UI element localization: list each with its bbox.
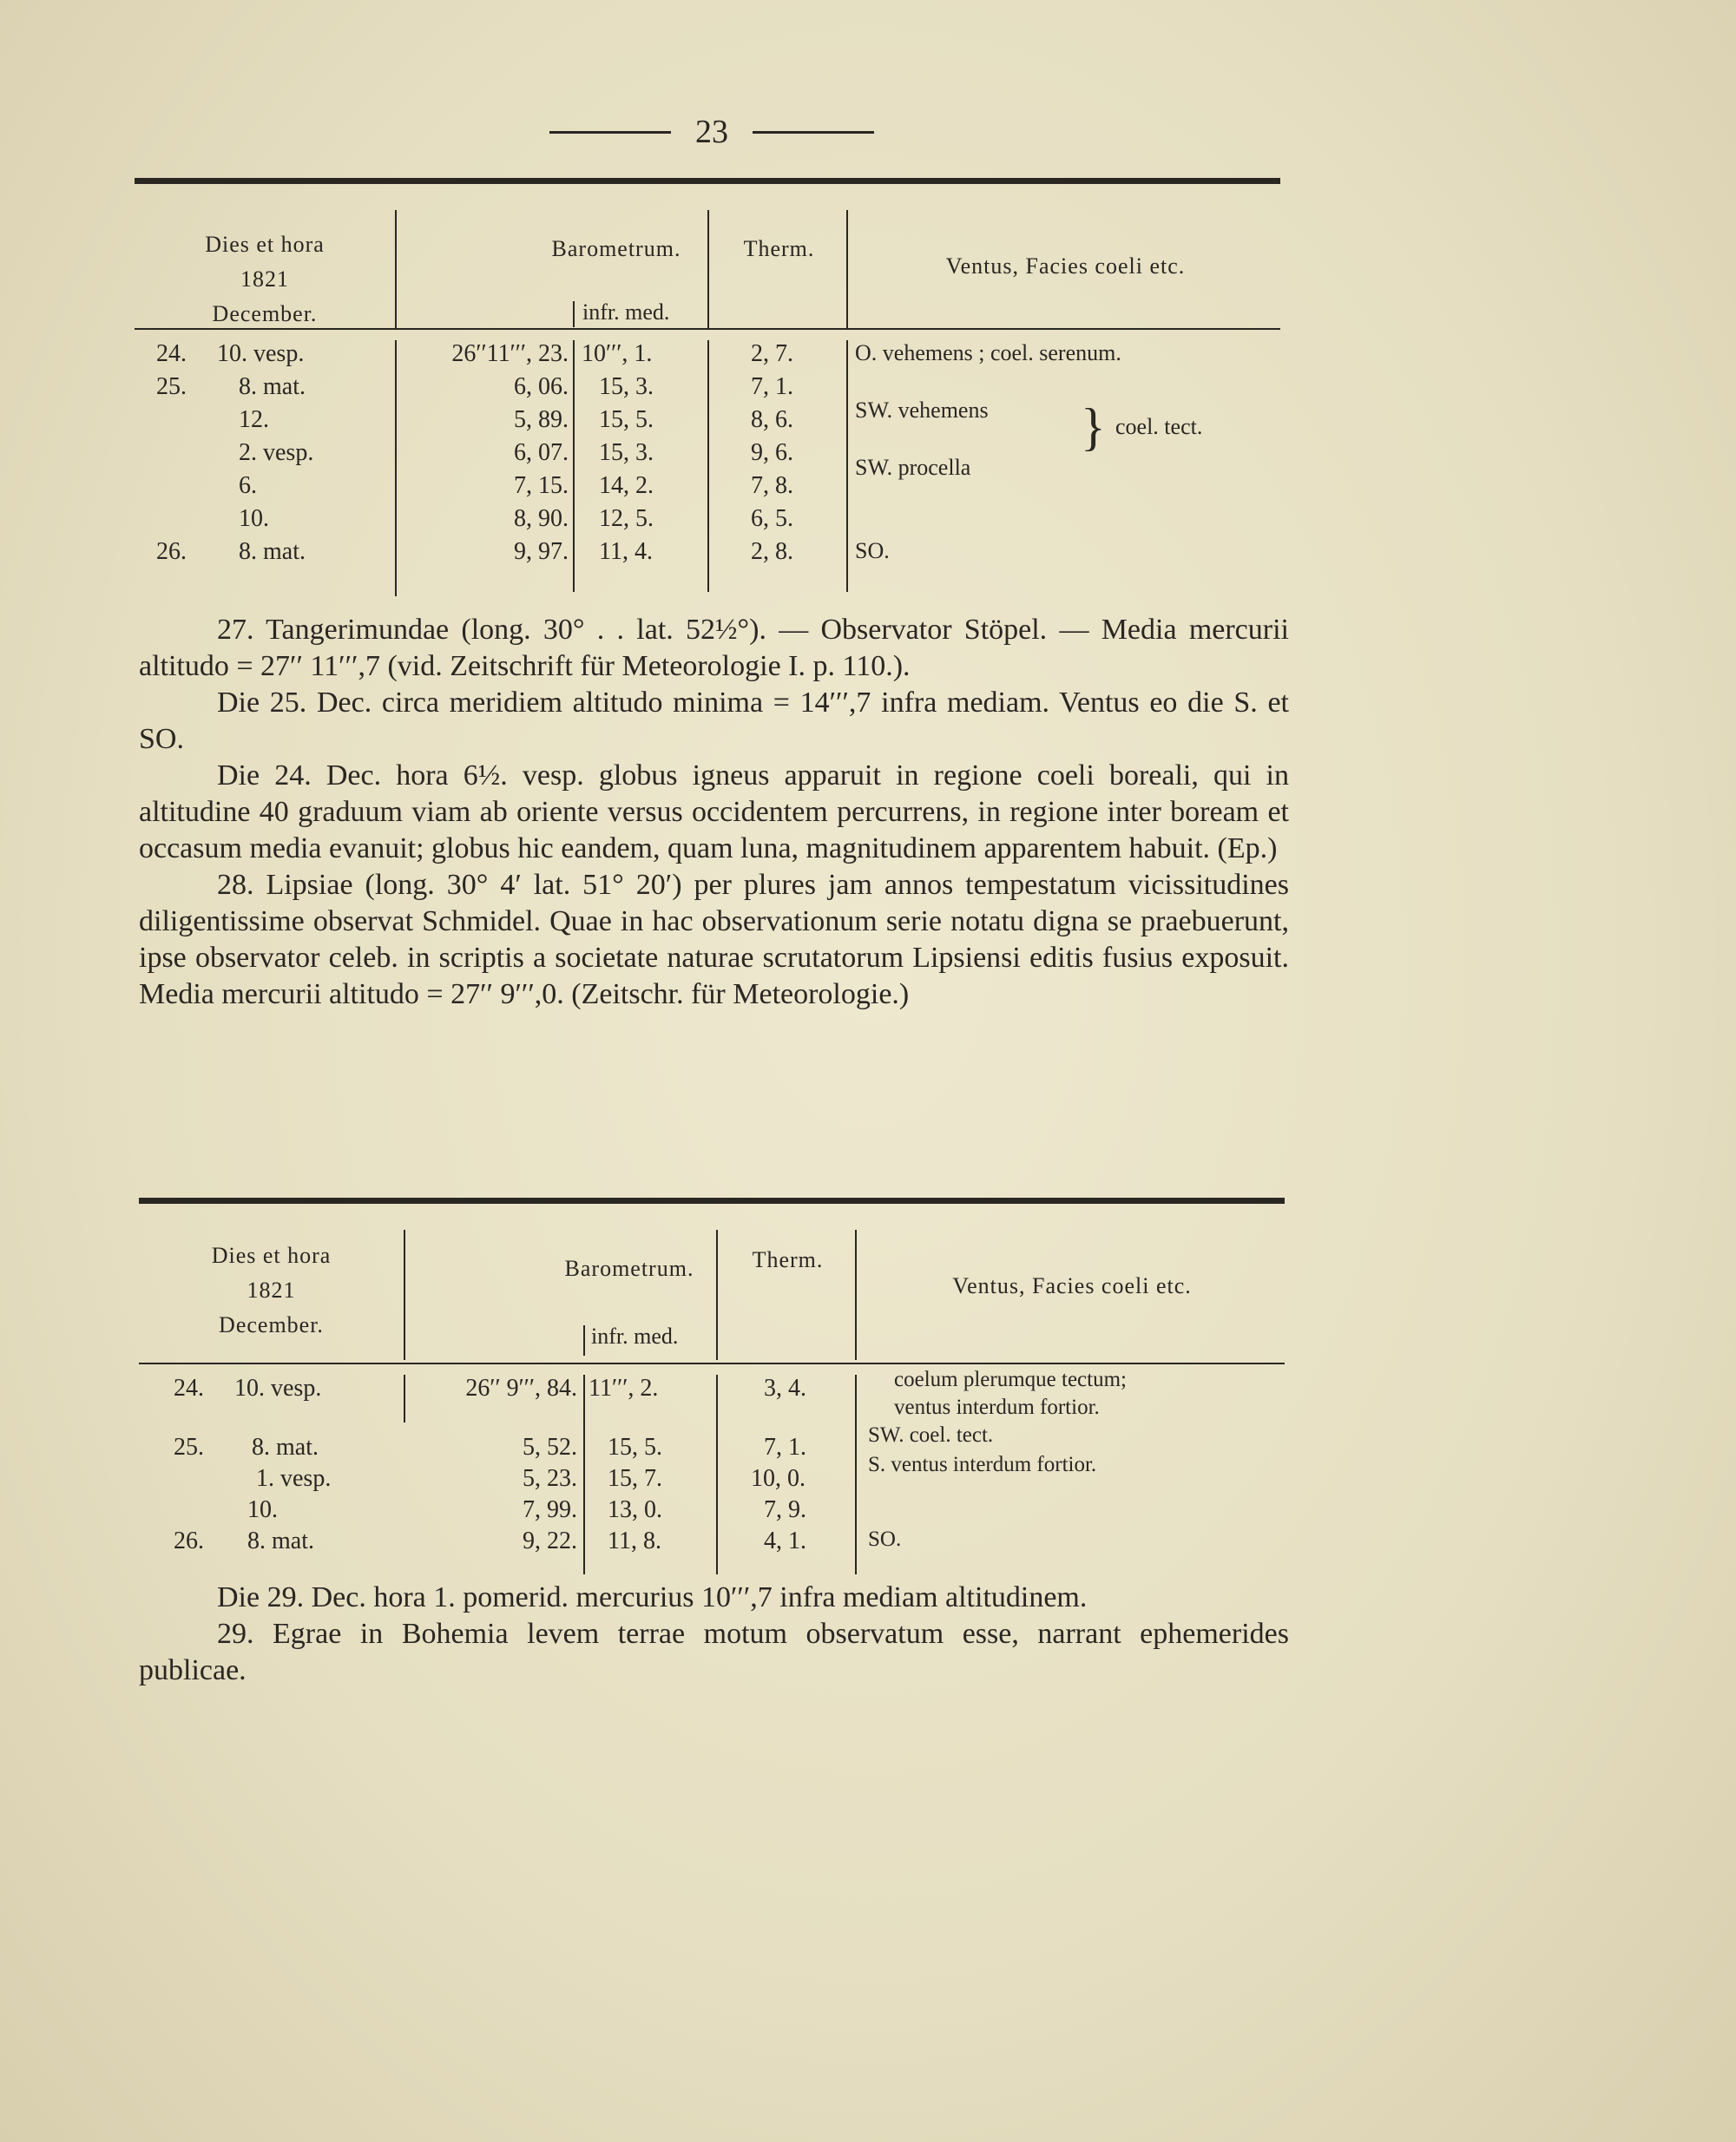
paragraph: Die 25. Dec. circa meridiem altitudo minima = 14′′′,7 infra mediam. Ventus eo die S. et SO. [139, 687, 1289, 755]
header-ventus [859, 1204, 1285, 1364]
row-day: 24. [174, 1375, 204, 1402]
table-body [139, 1368, 1285, 1583]
row-therm: 2, 7. [751, 340, 793, 367]
header-rule-left [549, 131, 671, 134]
brace-symbol: } [1081, 398, 1106, 456]
row-therm: 9, 6. [751, 439, 793, 466]
header-barometrum-label: Barometrum. [551, 236, 681, 261]
table-row [135, 538, 1280, 571]
row-therm: 3, 4. [764, 1375, 806, 1402]
table-body [135, 340, 1280, 601]
row-hour: 6. [239, 472, 257, 499]
paragraph: 27. Tangerimundae (long. 30° . . lat. 52½°). — Observator Stöpel. — Media mercurii altitudo = 27′′ 11′′′,7 (vid. Zeitschrift für Meteorologie I. p. 110.). [139, 614, 1289, 682]
table-header [139, 1204, 1285, 1364]
header-dies-line2: 1821 [247, 1278, 296, 1303]
row-day: 24. [156, 340, 187, 367]
row-baro: 7, 99. [523, 1496, 577, 1523]
table-header [135, 184, 1280, 330]
row-baro: 6, 06. [514, 373, 569, 400]
row-hour: 1. vesp. [256, 1465, 332, 1492]
header-infr-med-label: infr. med. [582, 299, 670, 325]
row-baro: 26′′11′′′, 23. [451, 340, 569, 367]
row-infr: 15, 5. [608, 1434, 662, 1461]
paragraph: Die 29. Dec. hora 1. pomerid. mercurius 10′′′,7 infra mediam altitudinem. [217, 1581, 1088, 1613]
row-therm: 7, 9. [764, 1496, 806, 1523]
row-infr: 15, 5. [599, 406, 654, 433]
table-row [139, 1453, 1285, 1496]
row-infr: 10′′′, 1. [582, 340, 653, 367]
row-ventus: ventus interdum fortior. [894, 1396, 1100, 1419]
table-row [135, 398, 1280, 439]
row-therm: 8, 6. [751, 406, 793, 433]
table-row [135, 439, 1280, 472]
row-infr: 15, 3. [599, 439, 654, 466]
page-number: 23 [695, 114, 728, 150]
row-hour: 10. [247, 1496, 278, 1523]
row-infr: 11, 4. [599, 538, 653, 565]
header-rule-right [753, 131, 874, 134]
header-therm-label: Therm. [752, 1247, 824, 1272]
table-row [139, 1423, 1285, 1465]
header-therm [716, 1204, 859, 1364]
header-ventus [851, 184, 1280, 330]
header-infr-med-label: infr. med. [591, 1324, 679, 1349]
row-hour: 10. vesp. [234, 1375, 322, 1402]
row-infr: 12, 5. [599, 505, 654, 532]
row-ventus: S. ventus interdum fortior. [868, 1453, 1097, 1476]
row-infr: 13, 0. [608, 1496, 662, 1523]
row-infr: 14, 2. [599, 472, 654, 499]
row-hour: 8. mat. [252, 1434, 319, 1461]
table-row [135, 340, 1280, 373]
row-hour: 12. [239, 406, 269, 433]
row-ventus: SW. procella [855, 455, 971, 480]
text-block-1 [139, 612, 1289, 1013]
header-dies [135, 184, 395, 330]
header-dies-line3: December. [212, 301, 318, 326]
brace-note: coel. tect. [1115, 414, 1203, 439]
paragraph: 29. Egrae in Bohemia levem terrae motum observatum esse, narrant ephemerides publicae. [139, 1618, 1289, 1686]
row-ventus: O. vehemens ; coel. serenum. [855, 340, 1121, 365]
table-row [139, 1368, 1285, 1404]
row-hour: 8. mat. [239, 373, 306, 400]
header-ventus-label: Ventus, Facies coeli etc. [952, 1273, 1192, 1298]
header-barometrum-label: Barometrum. [564, 1256, 694, 1281]
row-hour: 8. mat. [239, 538, 306, 565]
row-baro: 6, 07. [514, 439, 569, 466]
row-therm: 2, 8. [751, 538, 793, 565]
row-baro: 5, 23. [523, 1465, 577, 1492]
row-baro: 5, 52. [523, 1434, 577, 1461]
row-day: 26. [156, 538, 187, 565]
table-row [139, 1396, 1285, 1434]
row-hour: 2. vesp. [239, 439, 314, 466]
table-row [139, 1528, 1285, 1559]
header-dies-line1: Dies et hora [211, 1243, 332, 1268]
row-hour: 10. [239, 505, 269, 532]
row-hour: 8. mat. [247, 1528, 314, 1554]
row-therm: 4, 1. [764, 1528, 806, 1554]
row-day: 26. [174, 1528, 204, 1554]
row-infr: 11′′′, 2. [589, 1375, 659, 1402]
text-block-2 [139, 1580, 1289, 1689]
row-infr: 15, 3. [599, 373, 654, 400]
paragraph: Die 24. Dec. hora 6½. vesp. globus igneus apparuit in regione coeli boreali, qui in altitudine 40 graduum viam ab oriente versus occidentem percurrens, in regione inter boream et occasum media evanuit; globus hic eandem, quam luna, magnitudinem apparentem habuit. (Ep.) [139, 759, 1289, 864]
row-baro: 9, 22. [523, 1528, 577, 1554]
page-header [521, 106, 903, 158]
row-baro: 9, 97. [514, 538, 569, 565]
row-baro: 26′′ 9′′′, 84. [465, 1375, 577, 1402]
header-dies-line3: December. [219, 1312, 324, 1337]
paragraph: 28. Lipsiae (long. 30° 4′ lat. 51° 20′) per plures jam annos tempestatum vicissitudines diligentissime observat Schmidel. Quae in hac observationum serie notatu digna se praebuerunt, ipse observator celeb. in scriptis a societate naturae scrutatorum Lipsiensi editis fusius exposuit. Media mercurii altitudo = 27′′ 9′′′,0. (Zeitschr. für Meteorologie.) [139, 869, 1289, 1010]
header-dies [139, 1204, 404, 1364]
header-therm-label: Therm. [743, 236, 815, 261]
header-ventus-label: Ventus, Facies coeli etc. [945, 253, 1186, 279]
weather-table-2 [139, 1198, 1285, 1583]
row-infr: 15, 7. [608, 1465, 662, 1492]
row-ventus: SW. coel. tect. [868, 1423, 994, 1447]
row-therm: 7, 1. [764, 1434, 806, 1461]
row-ventus: SO. [868, 1528, 902, 1551]
row-hour: 10. vesp. [217, 340, 305, 367]
row-baro: 5, 89. [514, 406, 569, 433]
table-row [135, 505, 1280, 538]
table-row [135, 373, 1280, 406]
table-top-rule [135, 178, 1280, 184]
row-therm: 7, 1. [751, 373, 793, 400]
header-therm [707, 184, 851, 330]
weather-table-1 [135, 178, 1280, 601]
row-baro: 8, 90. [514, 505, 569, 532]
row-therm: 10, 0. [751, 1465, 806, 1492]
row-baro: 7, 15. [514, 472, 569, 499]
row-day: 25. [174, 1434, 204, 1461]
table-row [139, 1496, 1285, 1528]
row-ventus: coelum plerumque tectum; [894, 1368, 1127, 1391]
row-ventus: SW. vehemens [855, 398, 989, 423]
header-dies-line1: Dies et hora [205, 232, 325, 257]
table-top-rule [139, 1198, 1285, 1204]
header-dies-line2: 1821 [240, 266, 289, 292]
row-infr: 11, 8. [608, 1528, 661, 1554]
row-therm: 7, 8. [751, 472, 793, 499]
row-ventus: SO. [855, 538, 890, 563]
table-row [135, 455, 1280, 505]
row-therm: 6, 5. [751, 505, 793, 532]
row-day: 25. [156, 373, 187, 400]
